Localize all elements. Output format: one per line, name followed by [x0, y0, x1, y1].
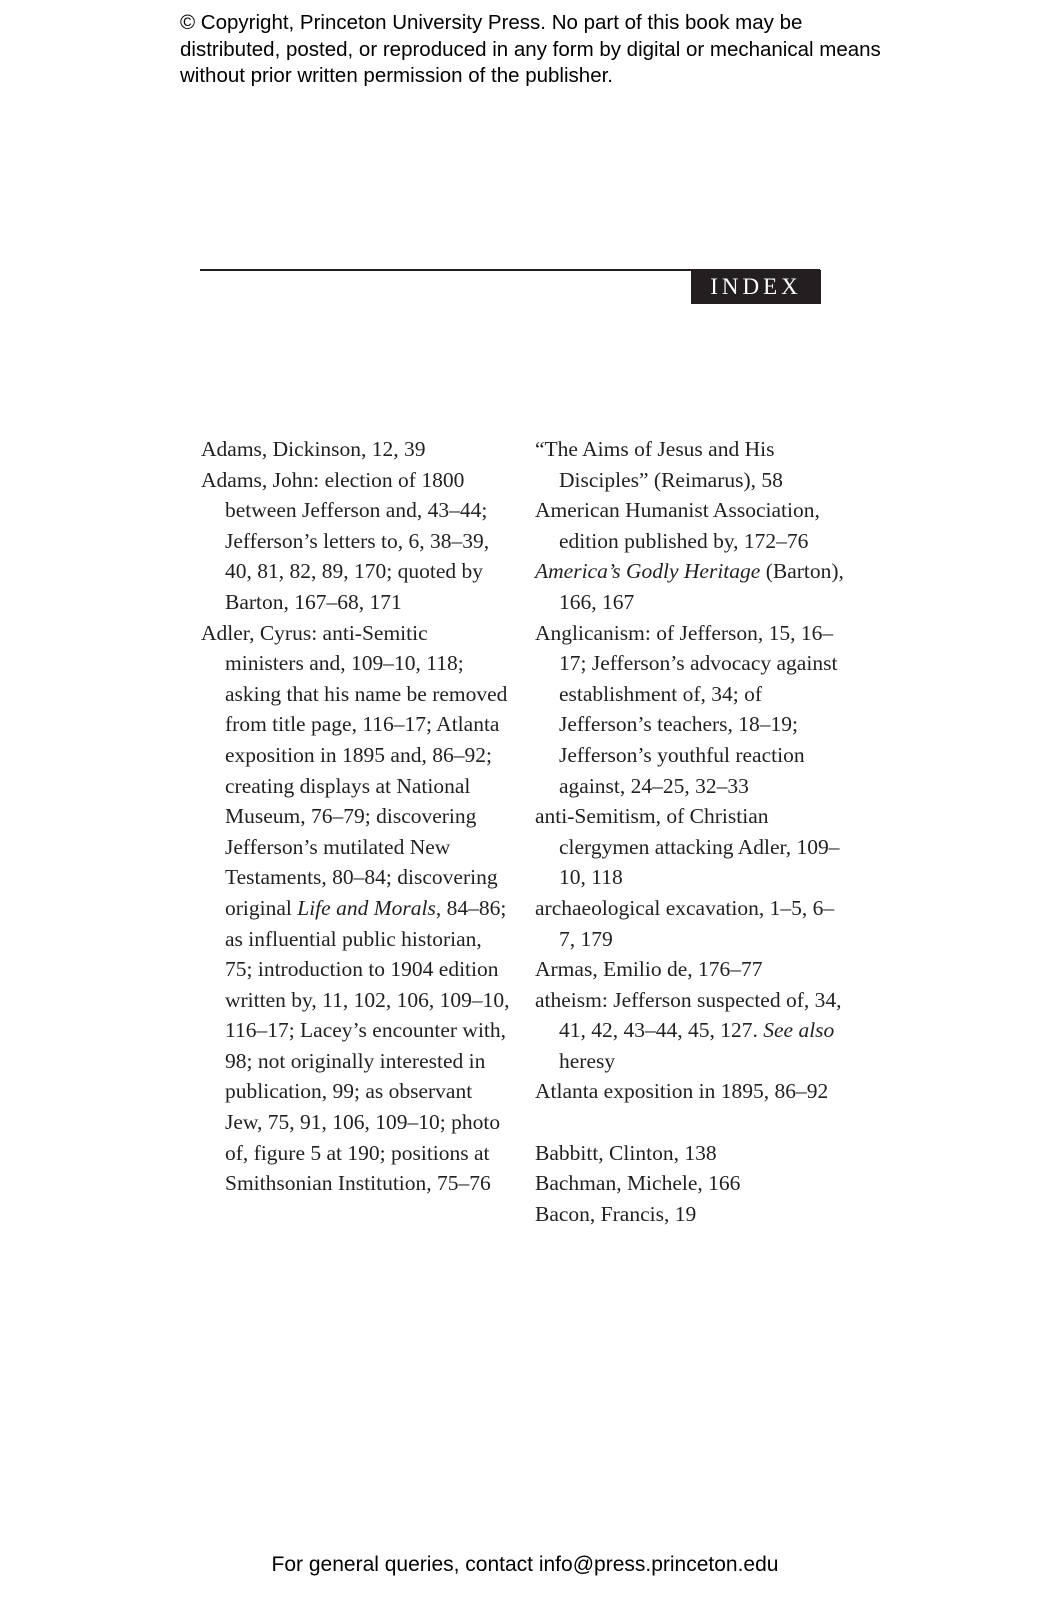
index-entry-text: Anglicanism: of Jefferson, 15, 16–17; Jefferson’s advocacy against establishment of, 34; of Jefferson’s teachers, 18–19; Jefferson’s youthful reaction against, 24–25, 32–33 — [535, 620, 838, 798]
index-column-left — [201, 434, 511, 1199]
index-entry — [535, 618, 845, 802]
index-entry — [201, 434, 511, 465]
index-entry-italic: Life and Morals — [297, 895, 436, 920]
index-entry — [535, 556, 845, 617]
index-entry-text: Adams, John: election of 1800 between Jefferson and, 43–44; Jefferson’s letters to, 6, 38–39, 40, 81, 82, 89, 170; quoted by Barton, 167–68, 171 — [201, 467, 490, 614]
index-entry — [535, 1199, 845, 1230]
index-entry — [535, 893, 845, 954]
footer-contact: For general queries, contact info@press.princeton.edu — [271, 1553, 779, 1576]
index-entry-text: Atlanta exposition in 1895, 86–92 — [535, 1079, 829, 1104]
index-entry-text: Armas, Emilio de, 176–77 — [535, 957, 763, 982]
index-heading: INDEX — [691, 270, 821, 304]
index-entry — [201, 465, 511, 618]
index-entry-text: anti-Semitism, of Christian clergymen attacking Adler, 109–10, 118 — [535, 804, 840, 890]
index-entry-text: Babbitt, Clinton, 138 — [535, 1140, 717, 1165]
index-entry — [535, 495, 845, 556]
index-entry-text: Bacon, Francis, 19 — [535, 1201, 697, 1226]
index-entry — [535, 801, 845, 893]
index-column-right — [535, 434, 845, 1229]
index-entry-text: heresy — [559, 1048, 616, 1073]
index-entry-text: Bachman, Michele, 166 — [535, 1171, 741, 1196]
index-entry — [535, 1168, 845, 1199]
index-entry-text: archaeological excavation, 1–5, 6–7, 179 — [535, 895, 835, 951]
index-entry — [535, 985, 845, 1077]
index-entry — [535, 1138, 845, 1169]
letter-group-gap — [535, 1107, 845, 1138]
index-entry-text: atheism: Jefferson suspected of, 34, 41, 42, 43–44, 45, 127. — [535, 987, 842, 1043]
index-entry-text: (Barton), 166, 167 — [559, 559, 844, 614]
index-entry — [201, 618, 511, 1199]
index-entry-text: “The Aims of Jesus and His Disciples” (Reimarus), 58 — [535, 437, 783, 492]
index-entry-text: , 84–86; as influential public historian, 75; introduction to 1904 edition written by, 11, 102, 106, 109–10, 116–17; Lacey’s encounter with, 98; not originally interested in publication, 99; as observant Jew, 75, 91, 106, 109–10; photo of, figure 5 at 190; positions at Smithsonian Institution, 75–76 — [225, 895, 510, 1196]
index-entry — [535, 1076, 845, 1107]
index-entry-text: Adams, Dickinson, 12, 39 — [201, 437, 426, 461]
copyright-notice: © Copyright, Princeton University Press. No part of this book may be distributed, posted, or reproduced in any form by digital or mechanical means without prior written permission of the publisher. — [180, 11, 881, 87]
index-entry-italic: See also — [763, 1018, 835, 1043]
index-entry-text: Adler, Cyrus: anti-Semitic ministers and, 109–10, 118; asking that his name be removed from title page, 116–17; Atlanta exposition in 1895 and, 86–92; creating displays at National Museum, 76–79; discovering Jefferson’s mutilated New Testaments, 80–84; discovering original — [201, 620, 508, 920]
index-entry-text: American Humanist Association, edition published by, 172–76 — [535, 498, 820, 553]
index-entry-italic: America’s Godly Heritage — [535, 559, 761, 584]
index-entry — [535, 434, 845, 495]
index-entry — [535, 954, 845, 985]
